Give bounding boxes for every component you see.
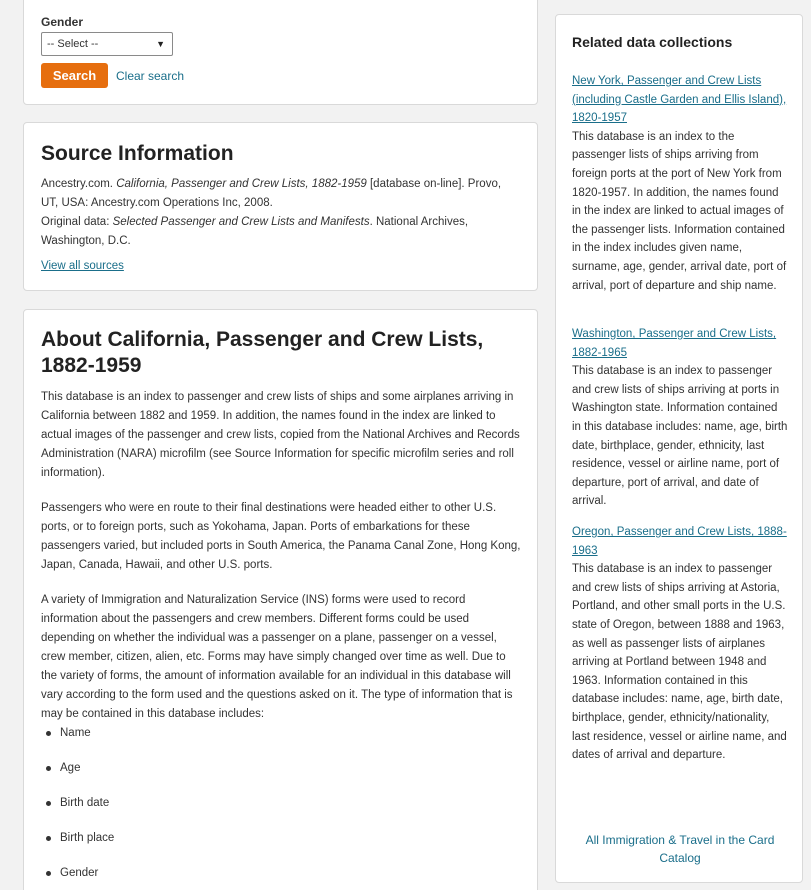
- search-form-card: [23, 0, 538, 105]
- related-link-washington[interactable]: Washington, Passenger and Crew Lists, 1882-1965: [572, 328, 777, 359]
- information-types-list: [44, 724, 114, 890]
- list-item: Name: [44, 724, 114, 759]
- gender-select[interactable]: [41, 32, 173, 56]
- related-item-new-york: [572, 72, 788, 295]
- about-collection-card: [23, 309, 538, 890]
- related-link-new-york[interactable]: New York, Passenger and Crew Lists (including Castle Garden and Ellis Island), 1820-1957: [572, 75, 787, 125]
- source-title: Source Information: [41, 142, 234, 165]
- related-title: Related data collections: [572, 34, 733, 50]
- about-title: About California, Passenger and Crew Lists, 1882-1959: [41, 328, 484, 377]
- search-button[interactable]: Search: [41, 63, 108, 88]
- citation-text: Ancestry.com.: [41, 178, 117, 190]
- related-item-washington: [572, 325, 788, 511]
- list-item: Birth place: [44, 829, 114, 864]
- source-citation: [41, 175, 521, 251]
- list-item: Age: [44, 759, 114, 794]
- list-item: Gender: [44, 864, 114, 890]
- original-data-text: . National Archives, Washington, D.C.: [41, 216, 469, 247]
- related-item-oregon: [572, 523, 788, 765]
- clear-search-link[interactable]: Clear search: [116, 69, 185, 83]
- card-catalog-link[interactable]: All Immigration & Travel in the Card Catalog: [585, 833, 775, 865]
- list-item: Birth date: [44, 794, 114, 829]
- related-description: This database is an index to passenger and crew lists of ships arriving at Astoria, Portland, and other small ports in the U.S. state of Oregon, between 1888 and 1963, as well as passenger lists of airplanes arriving at Portland between 1948 and 1963. Information contained in this database includes: name, age, birth date, birthplace, gender, ethnicity/nationality, last residence, vessel or airline name, and dates of arrival and departure.: [572, 563, 787, 762]
- source-information-card: [23, 122, 538, 291]
- citation-title: California, Passenger and Crew Lists, 1882-1959: [116, 178, 367, 190]
- related-description: This database is an index to the passenger lists of ships arriving from foreign ports at the port of New York from 1820-1957. In addition, the names found in the index are linked to actual images of the passenger lists. Information contained in the index includes given name, surname, age, gender, arrival date, port of arrival, port of departure and ship name.: [572, 130, 787, 292]
- gender-label: Gender: [41, 15, 84, 29]
- view-all-wrap: [41, 257, 521, 276]
- about-paragraph-2: Passengers who were en route to their final destinations were headed either to other U.S. ports, or to foreign ports, such as Yokohama, Japan. Ports of embarkations for these passengers varied, but included ports in South America, the Panama Canal Zone, Hong Kong, Japan, Canada, Hawaii, and other U.S. ports.: [41, 502, 521, 571]
- related-collections-card: [555, 14, 803, 883]
- original-data-label: Original data:: [41, 216, 113, 228]
- gender-select-value: -- Select --: [47, 38, 99, 50]
- related-description: This database is an index to passenger and crew lists of ships arriving at ports in Washington state. Information contained in this database includes: name, age, birth date, birthplace, gender, ethnicity, last residence, vessel or airline name, port of departure, port of arrival, and date of arrival.: [572, 365, 788, 508]
- about-paragraph-1: This database is an index to passenger and crew lists of ships and some airplanes arriving in California between 1882 and 1959. In addition, the names found in the index are linked to actual images of the passenger and crew lists, copied from the National Archives and Records Administration (NARA) microfilm (see Source Information for specific microfilm series and roll information).: [41, 391, 520, 479]
- citation-text-end: [database on-line]. Provo, UT, USA: Ancestry.com Operations Inc, 2008.: [41, 178, 502, 209]
- chevron-down-icon: ▼: [156, 39, 165, 49]
- related-link-oregon[interactable]: Oregon, Passenger and Crew Lists, 1888-1963: [572, 526, 787, 557]
- original-data-title: Selected Passenger and Crew Lists and Manifests: [112, 216, 370, 228]
- about-paragraph-3: A variety of Immigration and Naturalization Service (INS) forms were used to record information about the passengers and crew members. Different forms could be used depending on whether the individual was a passenger on a plane, passenger on a vessel, crew member, citizen, alien, etc. Forms may have simply changed over time as well. Due to the variety of forms, the amount of information available for an individual in this database will vary according to the form used and the questions asked on it. The type of information that is may be contained in this database includes:: [41, 594, 513, 720]
- view-all-sources-link[interactable]: View all sources: [41, 260, 124, 272]
